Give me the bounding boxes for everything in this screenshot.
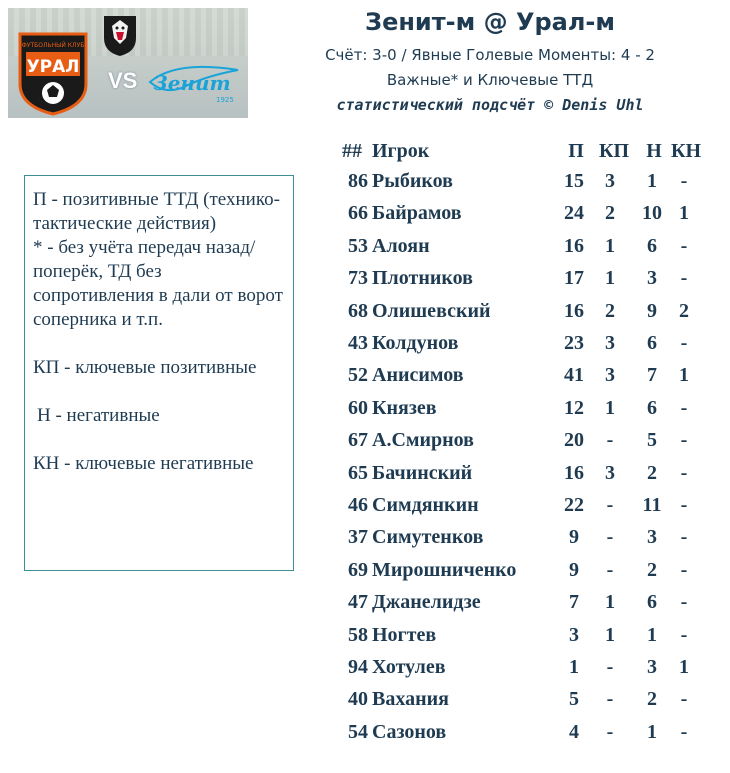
table-row bbox=[338, 235, 708, 265]
stat-kn: 2 bbox=[679, 299, 689, 322]
header-kn: КН bbox=[670, 140, 702, 162]
stat-kp: - bbox=[606, 429, 614, 452]
stat-p: 9 bbox=[569, 526, 579, 549]
player-number: 69 bbox=[348, 558, 368, 581]
table-row bbox=[338, 429, 708, 459]
player-name: Сазонов bbox=[372, 720, 447, 743]
stat-p: 22 bbox=[564, 494, 584, 516]
score-line: Счёт: 3-0 / Явные Голевые Моменты: 4 - 2 bbox=[325, 46, 655, 64]
player-name: Князев bbox=[372, 396, 437, 419]
legend-p-definition: П - позитивные ТТД (технико-тактические действия) bbox=[33, 189, 280, 234]
player-number: 43 bbox=[348, 332, 368, 354]
stat-kn: - bbox=[680, 267, 688, 290]
player-number: 86 bbox=[348, 170, 368, 192]
credit-line: статистический подсчёт © Denis Uhl bbox=[336, 96, 644, 114]
stat-kn: 1 bbox=[679, 202, 689, 225]
table-row bbox=[338, 494, 708, 524]
stat-n: 6 bbox=[647, 332, 657, 354]
stat-p: 23 bbox=[564, 332, 584, 354]
stat-p: 16 bbox=[564, 234, 584, 257]
stat-n: 6 bbox=[647, 591, 657, 614]
stat-kp: - bbox=[606, 558, 614, 581]
ural-logo-text: УРАЛ bbox=[26, 57, 80, 77]
stat-p: 15 bbox=[564, 170, 584, 192]
stat-n: 1 bbox=[647, 623, 657, 646]
player-name: Байрамов bbox=[372, 202, 462, 225]
table-row bbox=[338, 526, 708, 556]
stat-n: 6 bbox=[647, 234, 657, 257]
stat-n: 3 bbox=[647, 526, 657, 549]
player-name: Бачинский bbox=[372, 461, 473, 484]
stat-p: 12 bbox=[564, 396, 584, 419]
player-number: 52 bbox=[348, 364, 368, 387]
table-row bbox=[338, 559, 708, 589]
player-name: Олишевский bbox=[372, 299, 491, 322]
player-number: 47 bbox=[348, 591, 368, 614]
stat-kn: - bbox=[680, 526, 688, 549]
stat-kp: - bbox=[606, 688, 614, 711]
table-row bbox=[338, 170, 708, 200]
player-name: Алоян bbox=[372, 234, 430, 257]
rpl-lion-logo-icon bbox=[100, 12, 140, 58]
player-name: Мирошниченко bbox=[372, 558, 517, 581]
stat-n: 2 bbox=[647, 461, 657, 484]
legend-kp-definition: КП - ключевые позитивные bbox=[33, 357, 257, 378]
table-row bbox=[338, 721, 708, 751]
table-row bbox=[338, 397, 708, 427]
player-number: 67 bbox=[348, 429, 368, 452]
stat-kn: - bbox=[680, 591, 688, 614]
stat-n: 3 bbox=[647, 267, 657, 290]
stat-kp: 3 bbox=[605, 461, 615, 484]
stat-kn: - bbox=[680, 461, 688, 484]
stat-n: 2 bbox=[647, 688, 657, 711]
stat-kp: 1 bbox=[605, 623, 615, 646]
stat-kp: 3 bbox=[605, 332, 615, 354]
stat-kn: - bbox=[680, 688, 688, 711]
stat-kp: 1 bbox=[605, 591, 615, 614]
stat-p: 4 bbox=[569, 720, 579, 743]
player-name: Хотулев bbox=[372, 656, 446, 678]
vs-label: VS bbox=[108, 68, 138, 93]
table-row bbox=[338, 332, 708, 362]
stat-p: 17 bbox=[564, 267, 584, 290]
table-row bbox=[338, 202, 708, 232]
stat-p: 1 bbox=[569, 656, 579, 678]
stat-kn: - bbox=[680, 234, 688, 257]
player-name: Колдунов bbox=[372, 332, 459, 354]
player-name: Анисимов bbox=[372, 364, 464, 387]
stat-n: 2 bbox=[647, 558, 657, 581]
player-number: 37 bbox=[348, 526, 368, 549]
ural-club-logo-icon bbox=[14, 30, 92, 116]
stat-n: 11 bbox=[642, 494, 662, 516]
stat-kn: 1 bbox=[679, 656, 689, 678]
stat-kp: - bbox=[606, 720, 614, 743]
table-row bbox=[338, 267, 708, 297]
stat-kp: 2 bbox=[605, 299, 615, 322]
player-number: 46 bbox=[348, 494, 368, 516]
stat-kn: 1 bbox=[679, 364, 689, 387]
player-number: 68 bbox=[348, 299, 368, 322]
player-number: 94 bbox=[348, 656, 368, 678]
stat-kn: - bbox=[680, 558, 688, 581]
player-number: 60 bbox=[348, 396, 368, 419]
player-number: 40 bbox=[348, 688, 368, 711]
stat-p: 3 bbox=[569, 623, 579, 646]
zenit-logo-text: Зенит bbox=[153, 71, 231, 95]
header-n: Н bbox=[646, 140, 662, 162]
legend-asterisk-note: * - без учёта передач назад/поперёк, ТД без сопротивления в дали от ворот соперника и т.п. bbox=[33, 237, 283, 330]
stat-n: 10 bbox=[642, 202, 662, 225]
stat-p: 16 bbox=[564, 299, 584, 322]
stat-n: 9 bbox=[647, 299, 657, 322]
header-num: ## bbox=[342, 140, 362, 162]
player-name: Джанелидзе bbox=[372, 591, 481, 614]
stat-n: 1 bbox=[647, 720, 657, 743]
legend-box bbox=[24, 175, 294, 571]
stat-p: 16 bbox=[564, 461, 584, 484]
header-p: П bbox=[568, 140, 584, 162]
player-name: Вахания bbox=[372, 688, 449, 711]
header-kp: КП bbox=[598, 140, 630, 162]
stat-kn: - bbox=[680, 494, 688, 516]
subtitle-line: Важные* и Ключевые ТТД bbox=[386, 71, 594, 89]
page-title: Зенит-м @ Урал-м bbox=[365, 8, 615, 36]
table-row bbox=[338, 364, 708, 394]
stat-p: 41 bbox=[564, 364, 584, 387]
player-name: Симутенков bbox=[372, 526, 484, 549]
stat-kn: - bbox=[680, 396, 688, 419]
player-number: 66 bbox=[348, 202, 368, 225]
stat-kn: - bbox=[680, 332, 688, 354]
stat-p: 20 bbox=[564, 429, 584, 452]
table-row bbox=[338, 462, 708, 492]
legend-n-definition: Н - негативные bbox=[37, 405, 160, 426]
table-row bbox=[338, 300, 708, 330]
stat-kp: 1 bbox=[605, 267, 615, 290]
stat-n: 7 bbox=[647, 364, 657, 387]
stat-kp: 1 bbox=[605, 396, 615, 419]
stat-p: 7 bbox=[569, 591, 579, 614]
stat-kn: - bbox=[680, 429, 688, 452]
player-number: 73 bbox=[348, 267, 368, 290]
stat-kp: 1 bbox=[605, 234, 615, 257]
player-number: 53 bbox=[348, 234, 368, 257]
player-number: 65 bbox=[348, 461, 368, 484]
stat-kp: 3 bbox=[605, 364, 615, 387]
player-name: А.Смирнов bbox=[372, 429, 474, 452]
table-header bbox=[338, 140, 708, 170]
stat-p: 24 bbox=[564, 202, 584, 225]
match-banner bbox=[8, 8, 248, 118]
stat-kp: - bbox=[606, 526, 614, 549]
stat-kn: - bbox=[680, 720, 688, 743]
table-row bbox=[338, 624, 708, 654]
zenit-logo-year: 1925 bbox=[216, 96, 234, 104]
ural-logo-ring-text: ФУТБОЛЬНЫЙ КЛУБ bbox=[21, 42, 85, 49]
table-row bbox=[338, 688, 708, 718]
stat-kn: - bbox=[680, 623, 688, 646]
player-number: 58 bbox=[348, 623, 368, 646]
stat-n: 6 bbox=[647, 396, 657, 419]
stat-n: 5 bbox=[647, 429, 657, 452]
table-row bbox=[338, 656, 708, 686]
stat-kp: - bbox=[606, 494, 614, 516]
player-number: 54 bbox=[348, 720, 368, 743]
legend-kn-definition: КН - ключевые негативные bbox=[33, 453, 254, 474]
player-name: Плотников bbox=[372, 267, 473, 290]
stat-kp: 3 bbox=[605, 170, 615, 192]
player-name: Симдянкин bbox=[372, 494, 479, 516]
player-name: Ногтев bbox=[372, 623, 437, 646]
stat-n: 1 bbox=[647, 170, 657, 192]
stat-p: 5 bbox=[569, 688, 579, 711]
zenit-club-logo-icon bbox=[146, 56, 242, 108]
stat-kp: 2 bbox=[605, 202, 615, 225]
stat-p: 9 bbox=[569, 558, 579, 581]
stat-kp: - bbox=[606, 656, 614, 678]
table-row bbox=[338, 591, 708, 621]
stat-kn: - bbox=[680, 170, 688, 192]
player-name: Рыбиков bbox=[372, 170, 453, 192]
stat-n: 3 bbox=[647, 656, 657, 678]
header-name: Игрок bbox=[372, 140, 430, 162]
